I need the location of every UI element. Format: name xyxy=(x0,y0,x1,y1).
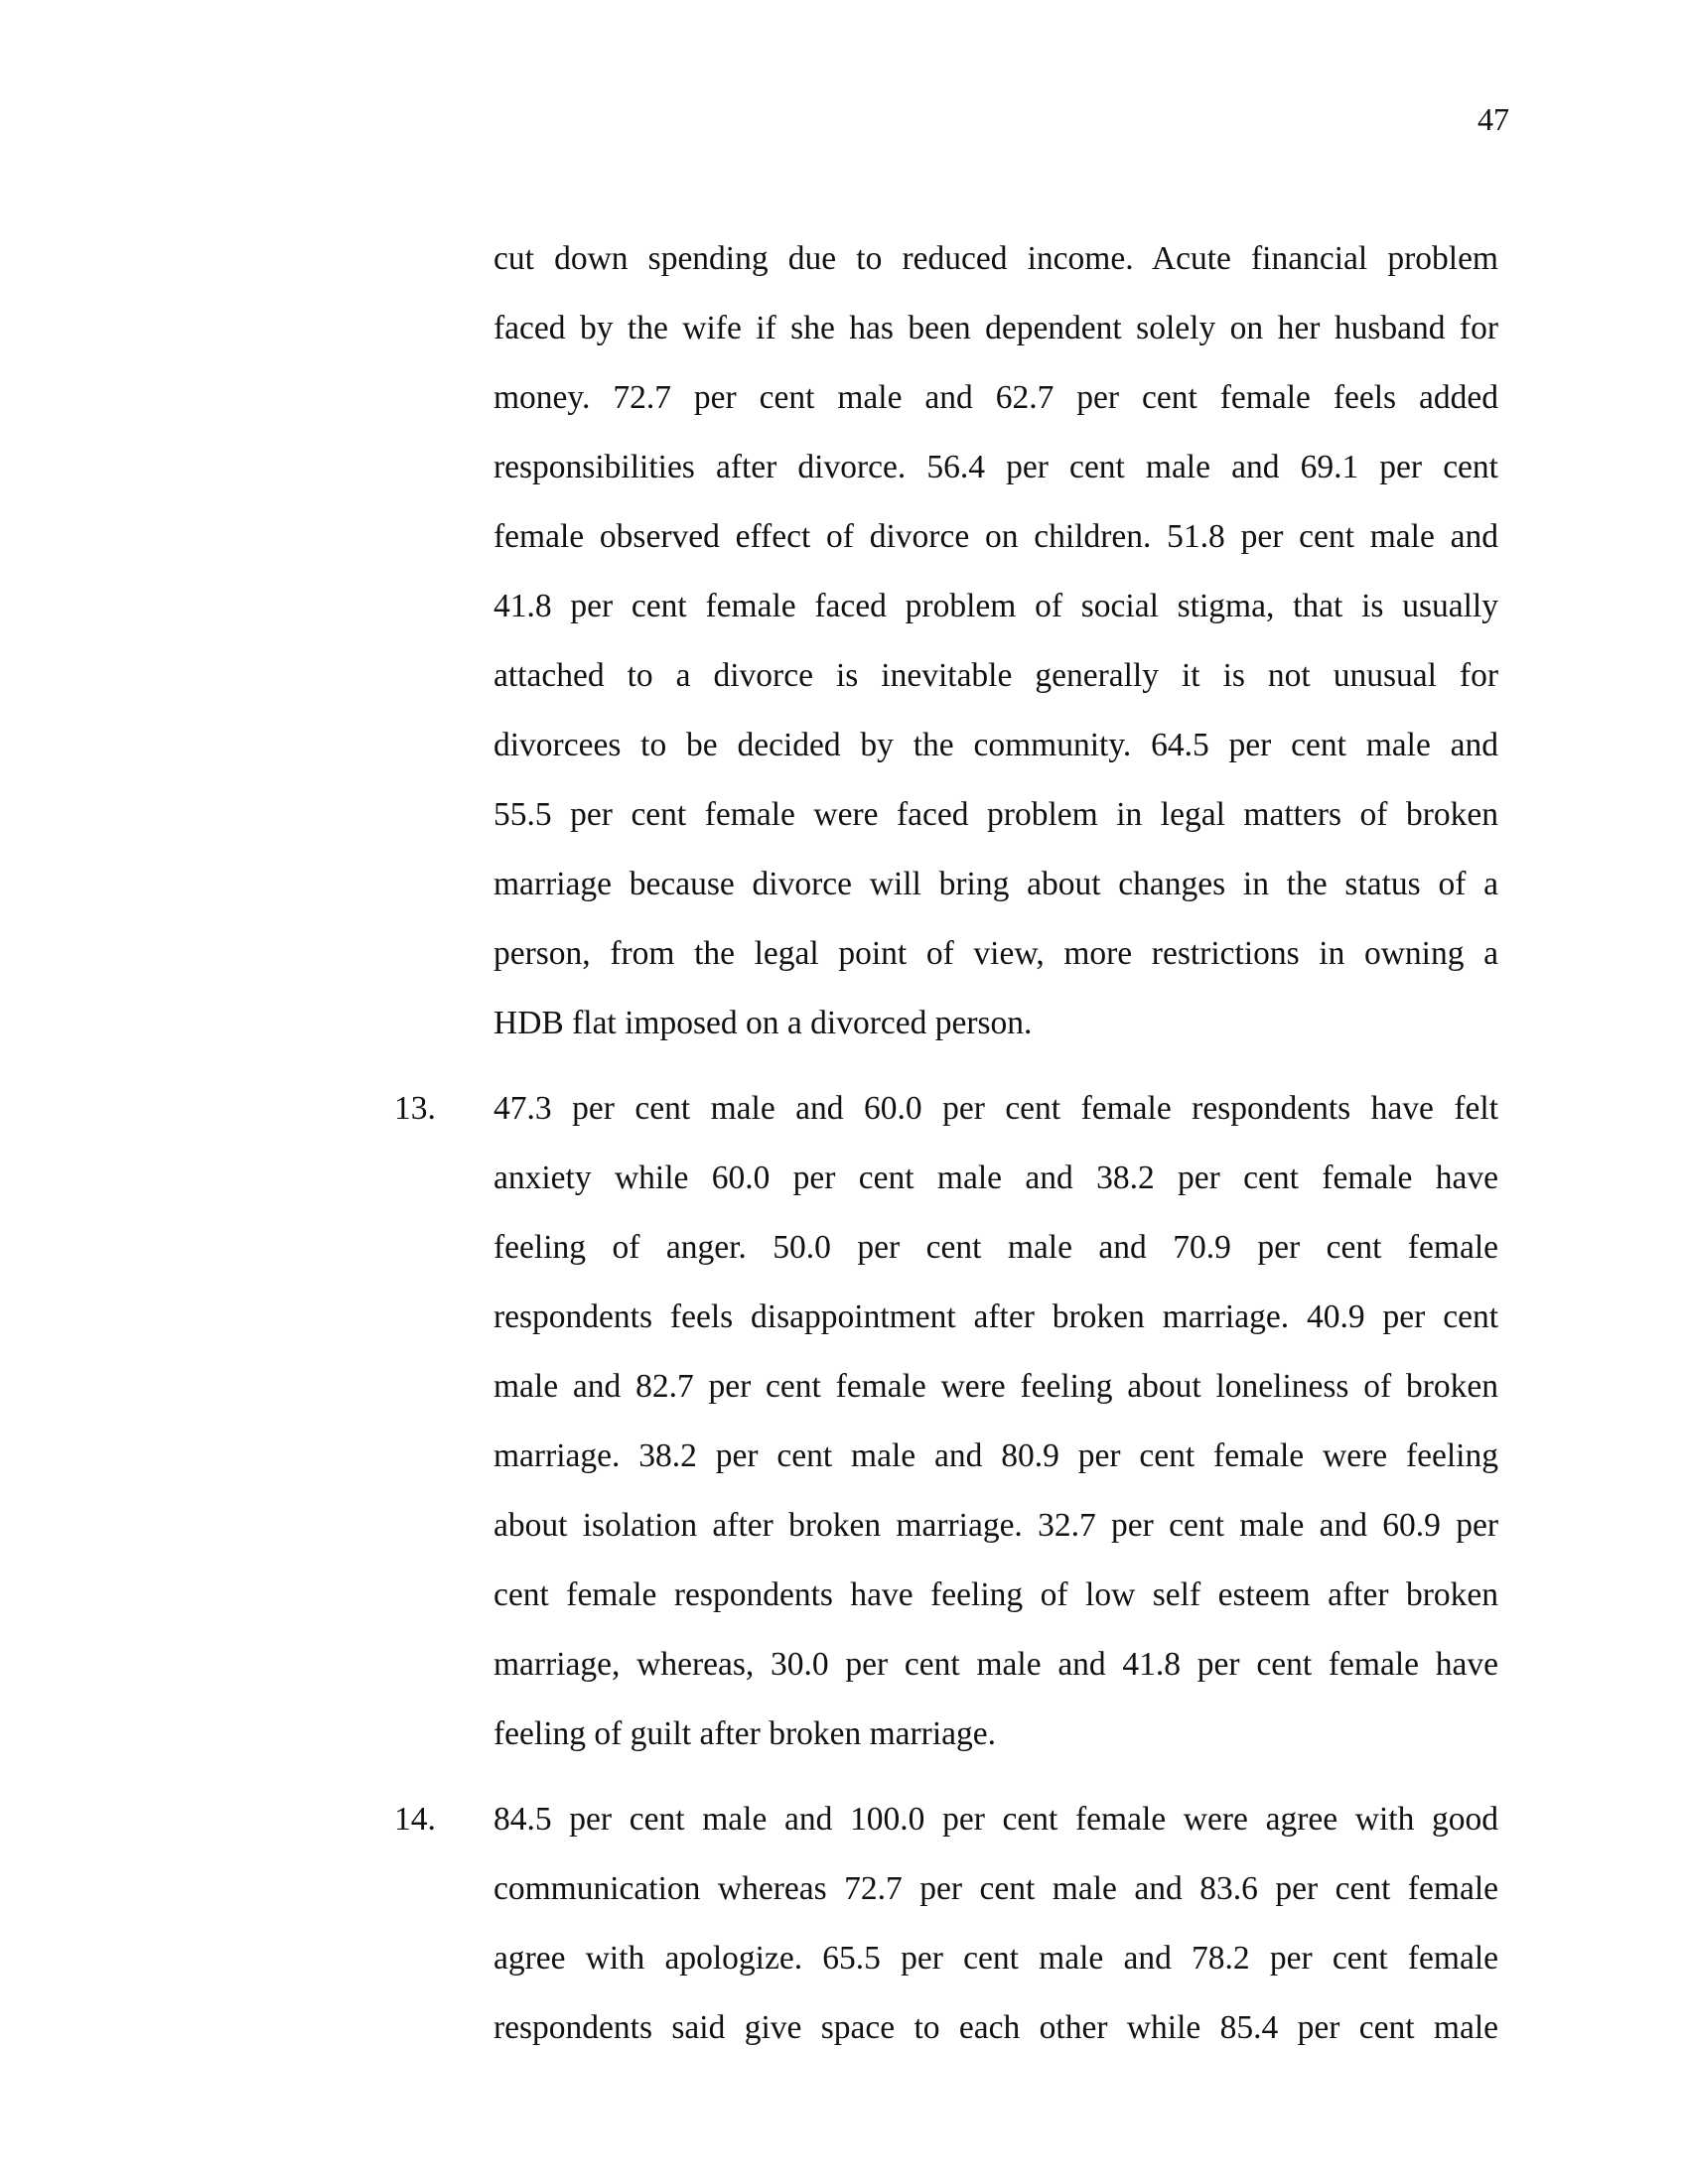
body-line: communication whereas 72.7 per cent male and 83.6 per cent female xyxy=(493,1870,1498,1907)
body-line: feeling of anger. 50.0 per cent male and 70.9 per cent female xyxy=(493,1229,1498,1266)
body-line: attached to a divorce is inevitable generally it is not unusual for xyxy=(493,657,1498,694)
body-line: marriage, whereas, 30.0 per cent male and 41.8 per cent female have xyxy=(493,1646,1498,1683)
body-line: respondents said give space to each other while 85.4 per cent male xyxy=(493,2009,1498,2046)
body-line: cut down spending due to reduced income. Acute financial problem xyxy=(493,240,1498,277)
body-line: cent female respondents have feeling of low self esteem after broken xyxy=(493,1576,1498,1613)
body-line: 84.5 per cent male and 100.0 per cent female were agree with good xyxy=(493,1801,1498,1838)
body-line: 47.3 per cent male and 60.0 per cent female respondents have felt xyxy=(493,1090,1498,1127)
body-line: responsibilities after divorce. 56.4 per cent male and 69.1 per cent xyxy=(493,449,1498,485)
body-line: faced by the wife if she has been dependent solely on her husband for xyxy=(493,310,1498,346)
body-line: 41.8 per cent female faced problem of social stigma, that is usually xyxy=(493,588,1498,624)
body-line: divorcees to be decided by the community. 64.5 per cent male and xyxy=(493,727,1498,763)
page-number: 47 xyxy=(1477,101,1509,137)
body-line: anxiety while 60.0 per cent male and 38.2 per cent female have xyxy=(493,1160,1498,1196)
body-line: feeling of guilt after broken marriage. xyxy=(493,1715,997,1752)
item-number: 13. xyxy=(394,1090,436,1127)
body-line: marriage. 38.2 per cent male and 80.9 per cent female were feeling xyxy=(493,1437,1498,1474)
body-line: agree with apologize. 65.5 per cent male and 78.2 per cent female xyxy=(493,1940,1498,1977)
body-line: marriage because divorce will bring about changes in the status of a xyxy=(493,866,1498,902)
body-line: money. 72.7 per cent male and 62.7 per cent female feels added xyxy=(493,379,1498,416)
body-line: person, from the legal point of view, more restrictions in owning a xyxy=(493,935,1498,972)
body-line: about isolation after broken marriage. 32.7 per cent male and 60.9 per xyxy=(493,1507,1498,1544)
body-line: male and 82.7 per cent female were feeling about loneliness of broken xyxy=(493,1368,1498,1405)
body-line: respondents feels disappointment after broken marriage. 40.9 per cent xyxy=(493,1298,1498,1335)
body-line: HDB flat imposed on a divorced person. xyxy=(493,1005,1033,1041)
item-number: 14. xyxy=(394,1801,436,1838)
body-line: female observed effect of divorce on children. 51.8 per cent male and xyxy=(493,518,1498,555)
body-line: 55.5 per cent female were faced problem in legal matters of broken xyxy=(493,796,1498,833)
